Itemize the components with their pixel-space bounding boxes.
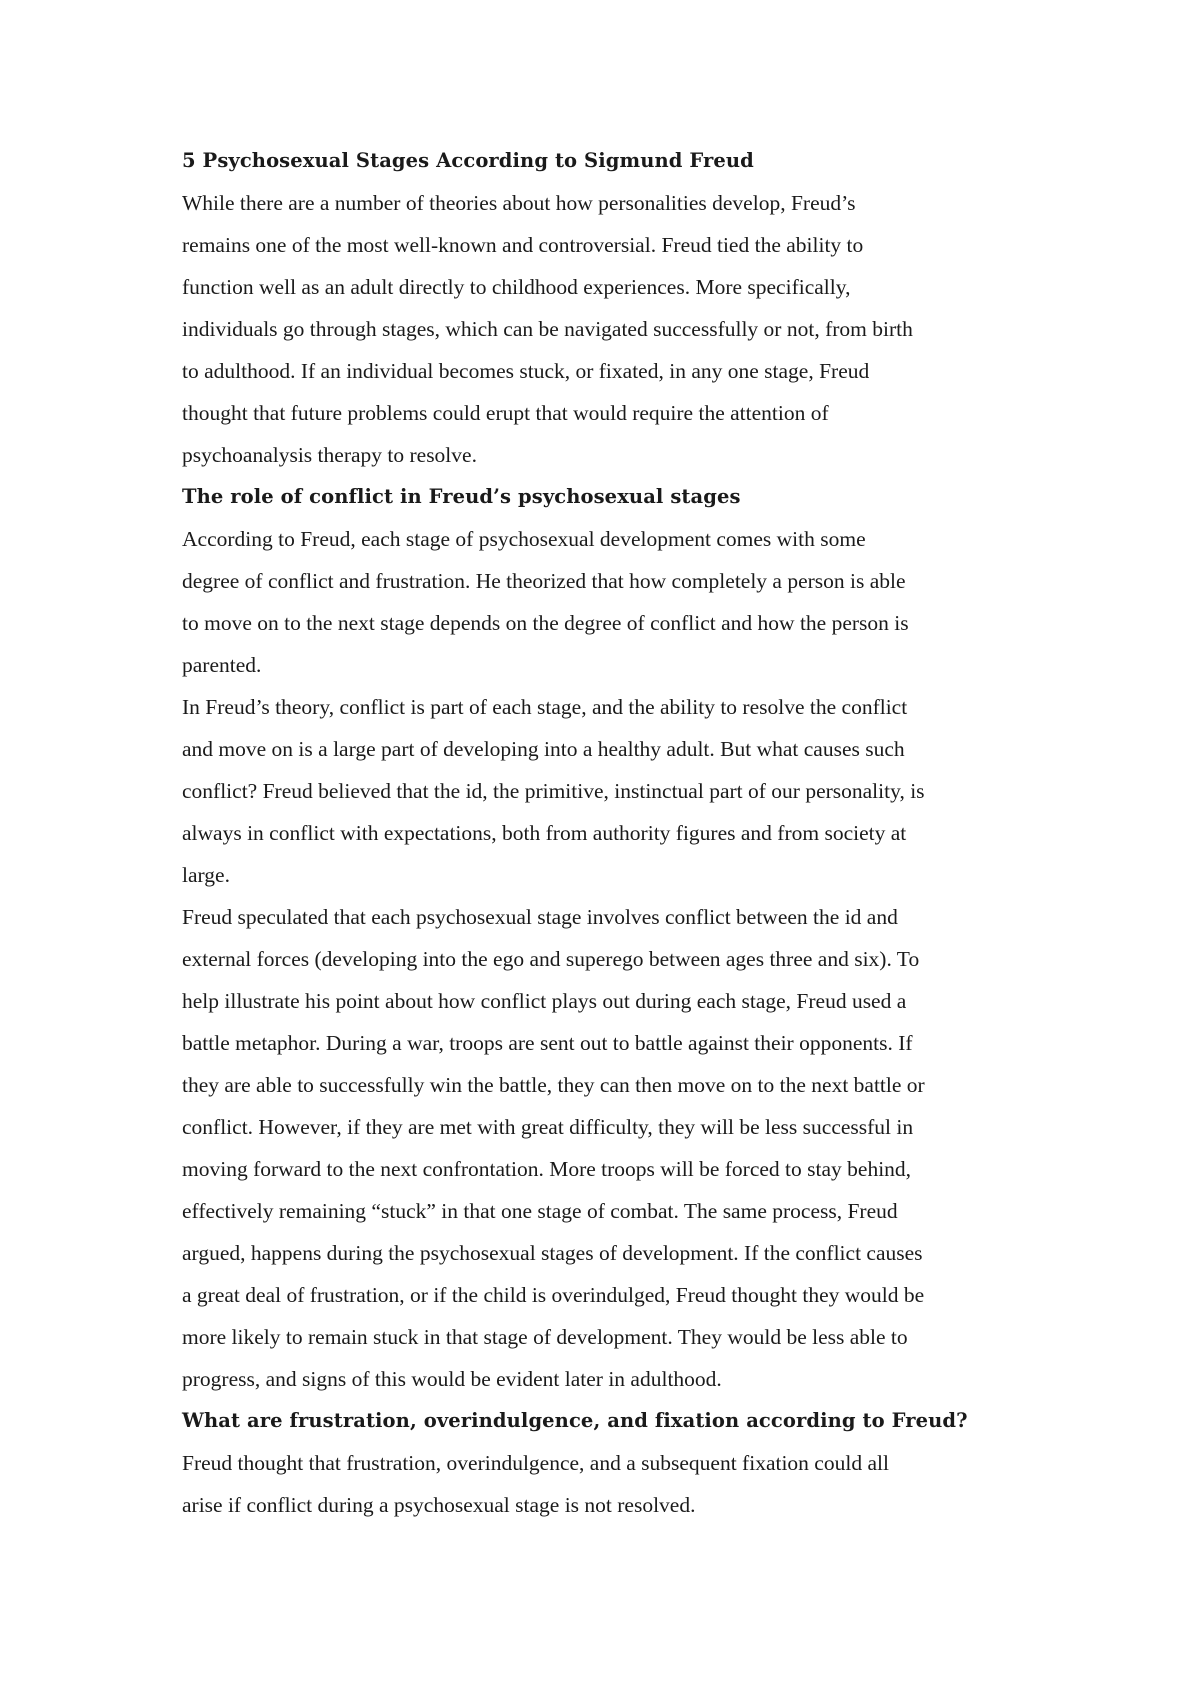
text-line: parented.	[182, 653, 262, 677]
document-page	[182, 140, 1038, 1526]
text-line: remains one of the most well-known and controversial. Freud tied the ability to	[182, 233, 864, 257]
text-line: external forces (developing into the ego and superego between ages three and six). To	[182, 947, 920, 971]
text-line: Freud speculated that each psychosexual stage involves conflict between the id and	[182, 905, 898, 929]
section-heading-fixation: What are frustration, overindulgence, and fixation according to Freud?	[182, 1409, 968, 1432]
text-line: psychoanalysis therapy to resolve.	[182, 443, 477, 467]
text-line: large.	[182, 863, 230, 887]
text-line: function well as an adult directly to childhood experiences. More specifically,	[182, 275, 851, 299]
text-line: In Freud’s theory, conflict is part of each stage, and the ability to resolve the conflict	[182, 695, 908, 719]
text-line: and move on is a large part of developing into a healthy adult. But what causes such	[182, 737, 905, 761]
conflict-paragraph-1	[182, 518, 1038, 686]
fixation-paragraph-1	[182, 1442, 1038, 1526]
conflict-paragraph-2	[182, 686, 1038, 896]
text-line: According to Freud, each stage of psychosexual development comes with some	[182, 527, 866, 551]
text-line: battle metaphor. During a war, troops are sent out to battle against their opponents. If	[182, 1031, 913, 1055]
text-line: While there are a number of theories about how personalities develop, Freud’s	[182, 191, 856, 215]
text-line: progress, and signs of this would be evident later in adulthood.	[182, 1367, 722, 1391]
text-line: they are able to successfully win the battle, they can then move on to the next battle or	[182, 1073, 925, 1097]
text-line: conflict? Freud believed that the id, the primitive, instinctual part of our personality, is	[182, 779, 925, 803]
text-line: conflict. However, if they are met with great difficulty, they will be less successful in	[182, 1115, 914, 1139]
text-line: degree of conflict and frustration. He theorized that how completely a person is able	[182, 569, 906, 593]
text-line: arise if conflict during a psychosexual stage is not resolved.	[182, 1493, 696, 1517]
text-line: argued, happens during the psychosexual stages of development. If the conflict causes	[182, 1241, 923, 1265]
section-heading-conflict: The role of conflict in Freud’s psychosexual stages	[182, 485, 741, 508]
text-line: help illustrate his point about how conflict plays out during each stage, Freud used a	[182, 989, 907, 1013]
document-title: 5 Psychosexual Stages According to Sigmund Freud	[182, 149, 754, 172]
intro-paragraph	[182, 182, 1038, 476]
text-line: always in conflict with expectations, both from authority figures and from society at	[182, 821, 907, 845]
text-line: more likely to remain stuck in that stage of development. They would be less able to	[182, 1325, 908, 1349]
text-line: moving forward to the next confrontation. More troops will be forced to stay behind,	[182, 1157, 912, 1181]
text-line: individuals go through stages, which can be navigated successfully or not, from birth	[182, 317, 913, 341]
text-line: Freud thought that frustration, overindulgence, and a subsequent fixation could all	[182, 1451, 889, 1475]
text-line: a great deal of frustration, or if the child is overindulged, Freud thought they would be	[182, 1283, 925, 1307]
text-line: to move on to the next stage depends on the degree of conflict and how the person is	[182, 611, 909, 635]
text-line: to adulthood. If an individual becomes stuck, or fixated, in any one stage, Freud	[182, 359, 870, 383]
conflict-paragraph-3	[182, 896, 1038, 1400]
text-line: effectively remaining “stuck” in that one stage of combat. The same process, Freud	[182, 1199, 898, 1223]
text-line: thought that future problems could erupt that would require the attention of	[182, 401, 829, 425]
